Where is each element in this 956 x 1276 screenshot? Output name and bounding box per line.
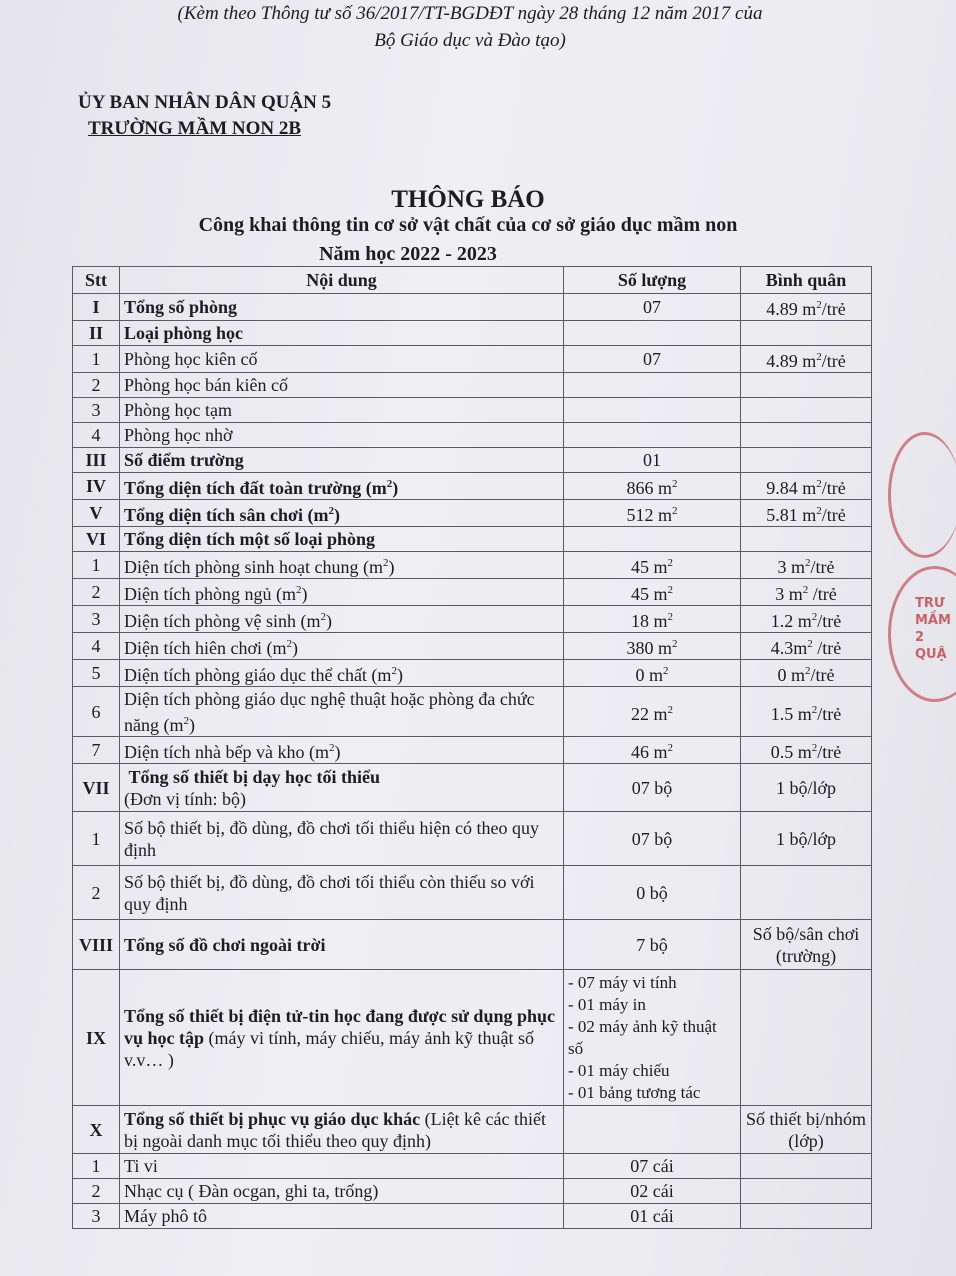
row-quantity: 07 cái — [564, 1154, 741, 1179]
row-stt: 2 — [73, 579, 120, 606]
row-content: Diện tích hiên chơi $(m^2)$ — [120, 633, 564, 660]
row-average: 1 bộ/lớp — [741, 812, 872, 866]
row-stt: VIII — [73, 920, 120, 970]
row-content: Phòng học nhờ — [120, 423, 564, 448]
row-average — [741, 1204, 872, 1229]
row-average: 0 $m^2$/trẻ — [741, 660, 872, 687]
table-row — [73, 920, 872, 970]
row-quantity: - 07 máy vi tính - 01 máy in - 02 máy ảnh kỹ thuật số - 01 máy chiếu - 01 bảng tương tác — [564, 970, 741, 1106]
row-average: 4.89 $m^2$/trẻ — [741, 294, 872, 321]
row-average — [741, 423, 872, 448]
row-content: Tổng diện tích đất toàn trường $(m^2)$ — [120, 473, 564, 500]
row-quantity — [564, 321, 741, 346]
table-row — [73, 660, 872, 687]
red-stamp-school-seal — [888, 566, 956, 702]
row-average — [741, 527, 872, 552]
header-quantity: Số lượng — [564, 267, 741, 294]
agency-school: TRƯỜNG MẦM NON 2B — [88, 118, 302, 139]
row-content: Máy phô tô — [120, 1204, 564, 1229]
red-stamp-top — [888, 432, 956, 558]
table-row — [73, 970, 872, 1106]
row-quantity: 22 $m^2$ — [564, 687, 741, 737]
table-row — [73, 633, 872, 660]
table-row — [73, 606, 872, 633]
row-stt: 1 — [73, 346, 120, 373]
row-content: Số bộ thiết bị, đồ dùng, đồ chơi tối thiểu còn thiếu so với quy định — [120, 866, 564, 920]
row-average: 9.84 $m^2$/trẻ — [741, 473, 872, 500]
row-quantity: 45 $m^2$ — [564, 579, 741, 606]
row-stt: 6 — [73, 687, 120, 737]
row-content: Số điểm trường — [120, 448, 564, 473]
row-content: Diện tích nhà bếp và kho $(m^2)$ — [120, 737, 564, 764]
row-stt: III — [73, 448, 120, 473]
table-row — [73, 294, 872, 321]
row-stt: 1 — [73, 552, 120, 579]
row-stt: 3 — [73, 606, 120, 633]
row-stt: 2 — [73, 1179, 120, 1204]
row-quantity: 07 bộ — [564, 764, 741, 812]
table-body — [73, 294, 872, 1229]
document-title: THÔNG BÁO — [391, 186, 545, 213]
row-average — [741, 1154, 872, 1179]
row-content: Tổng diện tích một số loại phòng — [120, 527, 564, 552]
row-stt: I — [73, 294, 120, 321]
row-content: Phòng học bán kiên cố — [120, 373, 564, 398]
row-average: 1.5 $m^2$/trẻ — [741, 687, 872, 737]
table-row — [73, 812, 872, 866]
row-average — [741, 448, 872, 473]
row-quantity: 0 bộ — [564, 866, 741, 920]
row-stt: 4 — [73, 423, 120, 448]
row-stt: II — [73, 321, 120, 346]
row-stt: 1 — [73, 1154, 120, 1179]
issuing-agency — [78, 90, 331, 142]
row-stt: 2 — [73, 373, 120, 398]
row-quantity: 512 $m^2$ — [564, 500, 741, 527]
row-content: Tổng diện tích sân chơi $(m^2)$ — [120, 500, 564, 527]
table-row — [73, 1179, 872, 1204]
row-quantity: 01 — [564, 448, 741, 473]
row-quantity: 07 bộ — [564, 812, 741, 866]
row-stt: VII — [73, 764, 120, 812]
row-quantity: 07 — [564, 346, 741, 373]
row-average: Số thiết bị/nhóm (lớp) — [741, 1106, 872, 1154]
header-stt: Stt — [73, 267, 120, 294]
row-content: Tổng số đồ chơi ngoài trời — [120, 920, 564, 970]
table-row — [73, 473, 872, 500]
row-quantity: 7 bộ — [564, 920, 741, 970]
row-quantity: 18 $m^2$ — [564, 606, 741, 633]
agency-parent: ỦY BAN NHÂN DÂN QUẬN 5 — [78, 92, 332, 113]
table-row — [73, 866, 872, 920]
table-row — [73, 552, 872, 579]
row-content: Tổng số thiết bị dạy học tối thiểu (Đơn vị tính: bộ) — [120, 764, 564, 812]
table-row — [73, 1154, 872, 1179]
row-stt: X — [73, 1106, 120, 1154]
table-header-row — [73, 267, 872, 294]
row-stt: 3 — [73, 1204, 120, 1229]
row-quantity: 866 $m^2$ — [564, 473, 741, 500]
row-stt: 3 — [73, 398, 120, 423]
row-average: Số bộ/sân chơi (trường) — [741, 920, 872, 970]
header-average: Bình quân — [741, 267, 872, 294]
table-row — [73, 737, 872, 764]
row-quantity: 46 $m^2$ — [564, 737, 741, 764]
row-content: Ti vi — [120, 1154, 564, 1179]
table-row — [73, 687, 872, 737]
row-quantity: 02 cái — [564, 1179, 741, 1204]
table-row — [73, 448, 872, 473]
table-row — [73, 423, 872, 448]
row-content: Diện tích phòng ngủ $(m^2)$ — [120, 579, 564, 606]
row-content: Phòng học kiên cố — [120, 346, 564, 373]
row-content: Loại phòng học — [120, 321, 564, 346]
row-quantity: 0 $m^2$ — [564, 660, 741, 687]
row-content: Tổng số thiết bị phục vụ giáo dục khác (Liệt kê các thiết bị ngoài danh mục tối thiểu theo quy định) — [120, 1106, 564, 1154]
row-stt: VI — [73, 527, 120, 552]
note-line-1: (Kèm theo Thông tư số 36/2017/TT-BGDĐT ngày 28 tháng 12 năm 2017 của — [177, 3, 763, 24]
row-average: $4.3m^2$ /trẻ — [741, 633, 872, 660]
stamp-seal-text: TRƯ MẦM 2 QUẬ — [915, 596, 951, 662]
row-stt: 1 — [73, 812, 120, 866]
row-stt: V — [73, 500, 120, 527]
row-average — [741, 398, 872, 423]
row-average — [741, 970, 872, 1106]
row-quantity: 07 — [564, 294, 741, 321]
row-content: Diện tích phòng giáo dục nghệ thuật hoặc phòng đa chức năng $(m^2)$ — [120, 687, 564, 737]
row-quantity: 45 $m^2$ — [564, 552, 741, 579]
row-content: Số bộ thiết bị, đồ dùng, đồ chơi tối thiểu hiện có theo quy định — [120, 812, 564, 866]
row-average — [741, 321, 872, 346]
row-average: 5.81 $m^2$/trẻ — [741, 500, 872, 527]
row-content: Phòng học tạm — [120, 398, 564, 423]
row-stt: 5 — [73, 660, 120, 687]
table-row — [73, 373, 872, 398]
row-average: 1 bộ/lớp — [741, 764, 872, 812]
row-quantity: 01 cái — [564, 1204, 741, 1229]
table-row — [73, 346, 872, 373]
row-stt: IV — [73, 473, 120, 500]
row-stt: 7 — [73, 737, 120, 764]
school-year: Năm học 2022 - 2023 — [319, 243, 497, 265]
header-content: Nội dung — [120, 267, 564, 294]
table-row — [73, 321, 872, 346]
table-row — [73, 1204, 872, 1229]
row-quantity: 380 $m^2$ — [564, 633, 741, 660]
table-row — [73, 579, 872, 606]
note-line-2: Bộ Giáo dục và Đào tạo) — [374, 30, 566, 51]
facilities-table — [72, 266, 872, 1229]
legal-reference-note — [150, 0, 790, 54]
row-stt: 4 — [73, 633, 120, 660]
row-stt: IX — [73, 970, 120, 1106]
row-content: Diện tích phòng giáo dục thể chất $(m^2)$ — [120, 660, 564, 687]
row-stt: 2 — [73, 866, 120, 920]
row-quantity — [564, 423, 741, 448]
row-average — [741, 866, 872, 920]
row-average: 3 $m^2$ /trẻ — [741, 579, 872, 606]
row-content: Nhạc cụ ( Đàn ocgan, ghi ta, trống) — [120, 1179, 564, 1204]
row-quantity — [564, 527, 741, 552]
row-content: Diện tích phòng sinh hoạt chung $(m^2)$ — [120, 552, 564, 579]
table-row — [73, 764, 872, 812]
row-average: 1.2 $m^2$/trẻ — [741, 606, 872, 633]
row-average: 0.5 $m^2$/trẻ — [741, 737, 872, 764]
row-content: Tổng số thiết bị điện tử-tin học đang được sử dụng phục vụ học tập (máy vi tính, máy chiếu, máy ảnh kỹ thuật số v.v… ) — [120, 970, 564, 1106]
row-content: Diện tích phòng vệ $\sinh (m^2)$ — [120, 606, 564, 633]
table-row — [73, 1106, 872, 1154]
row-quantity — [564, 398, 741, 423]
row-average — [741, 1179, 872, 1204]
table-row — [73, 500, 872, 527]
row-quantity — [564, 1106, 741, 1154]
row-average: 4.89 $m^2$/trẻ — [741, 346, 872, 373]
row-quantity — [564, 373, 741, 398]
row-average — [741, 373, 872, 398]
table-row — [73, 398, 872, 423]
row-average: 3 $m^2$/trẻ — [741, 552, 872, 579]
document-subtitle: Công khai thông tin cơ sở vật chất của cơ sở giáo dục mầm non — [198, 214, 738, 236]
row-content: Tổng số phòng — [120, 294, 564, 321]
table-row — [73, 527, 872, 552]
